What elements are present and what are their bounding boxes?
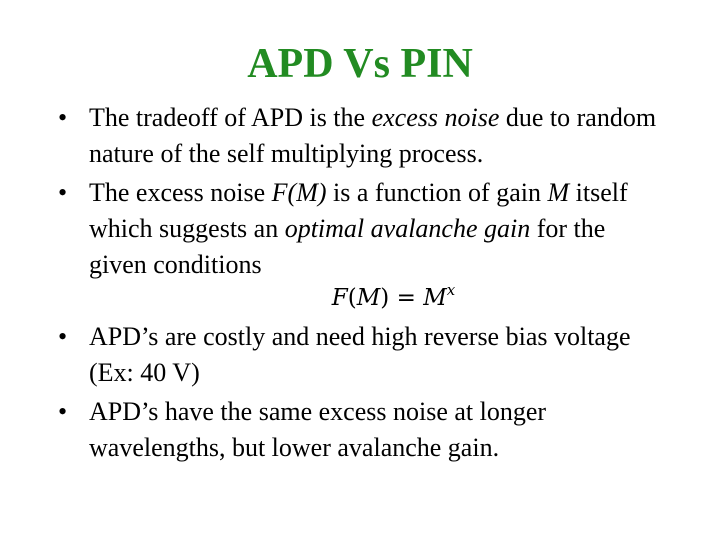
- emphasis-text: excess noise: [371, 103, 500, 132]
- equation-exponent: x: [446, 281, 456, 299]
- bullet-marker: •: [58, 103, 68, 132]
- bullet-text: APD’s have the same excess noise at longer wavelengths, but lower avalanche gain.: [89, 397, 547, 462]
- bullet-text: The tradeoff of APD is the excess noise due to random nature of the self multiplying process.: [89, 103, 657, 168]
- bullet-item: [58, 319, 658, 391]
- bullet-marker: •: [58, 397, 68, 426]
- bullet-marker: •: [58, 322, 68, 351]
- bullet-text: APD’s are costly and need high reverse bias voltage (Ex: 40 V): [89, 322, 631, 387]
- equation: $F(M) = M^x$: [331, 281, 456, 311]
- emphasis-text: M: [547, 178, 570, 207]
- emphasis-text: optimal avalanche gain: [284, 214, 531, 243]
- bullet-list: [58, 100, 658, 469]
- bullet-marker: •: [58, 178, 68, 207]
- bullet-item: [58, 394, 658, 466]
- bullet-text: The excess noise F(M) is a function of gain M itself which suggests an optimal avalanche gain for the given conditions: [89, 178, 628, 279]
- slide-title: APD Vs PIN: [247, 41, 473, 87]
- bullet-item: [58, 100, 658, 172]
- bullet-item: [58, 175, 658, 315]
- emphasis-text: F(M): [271, 178, 327, 207]
